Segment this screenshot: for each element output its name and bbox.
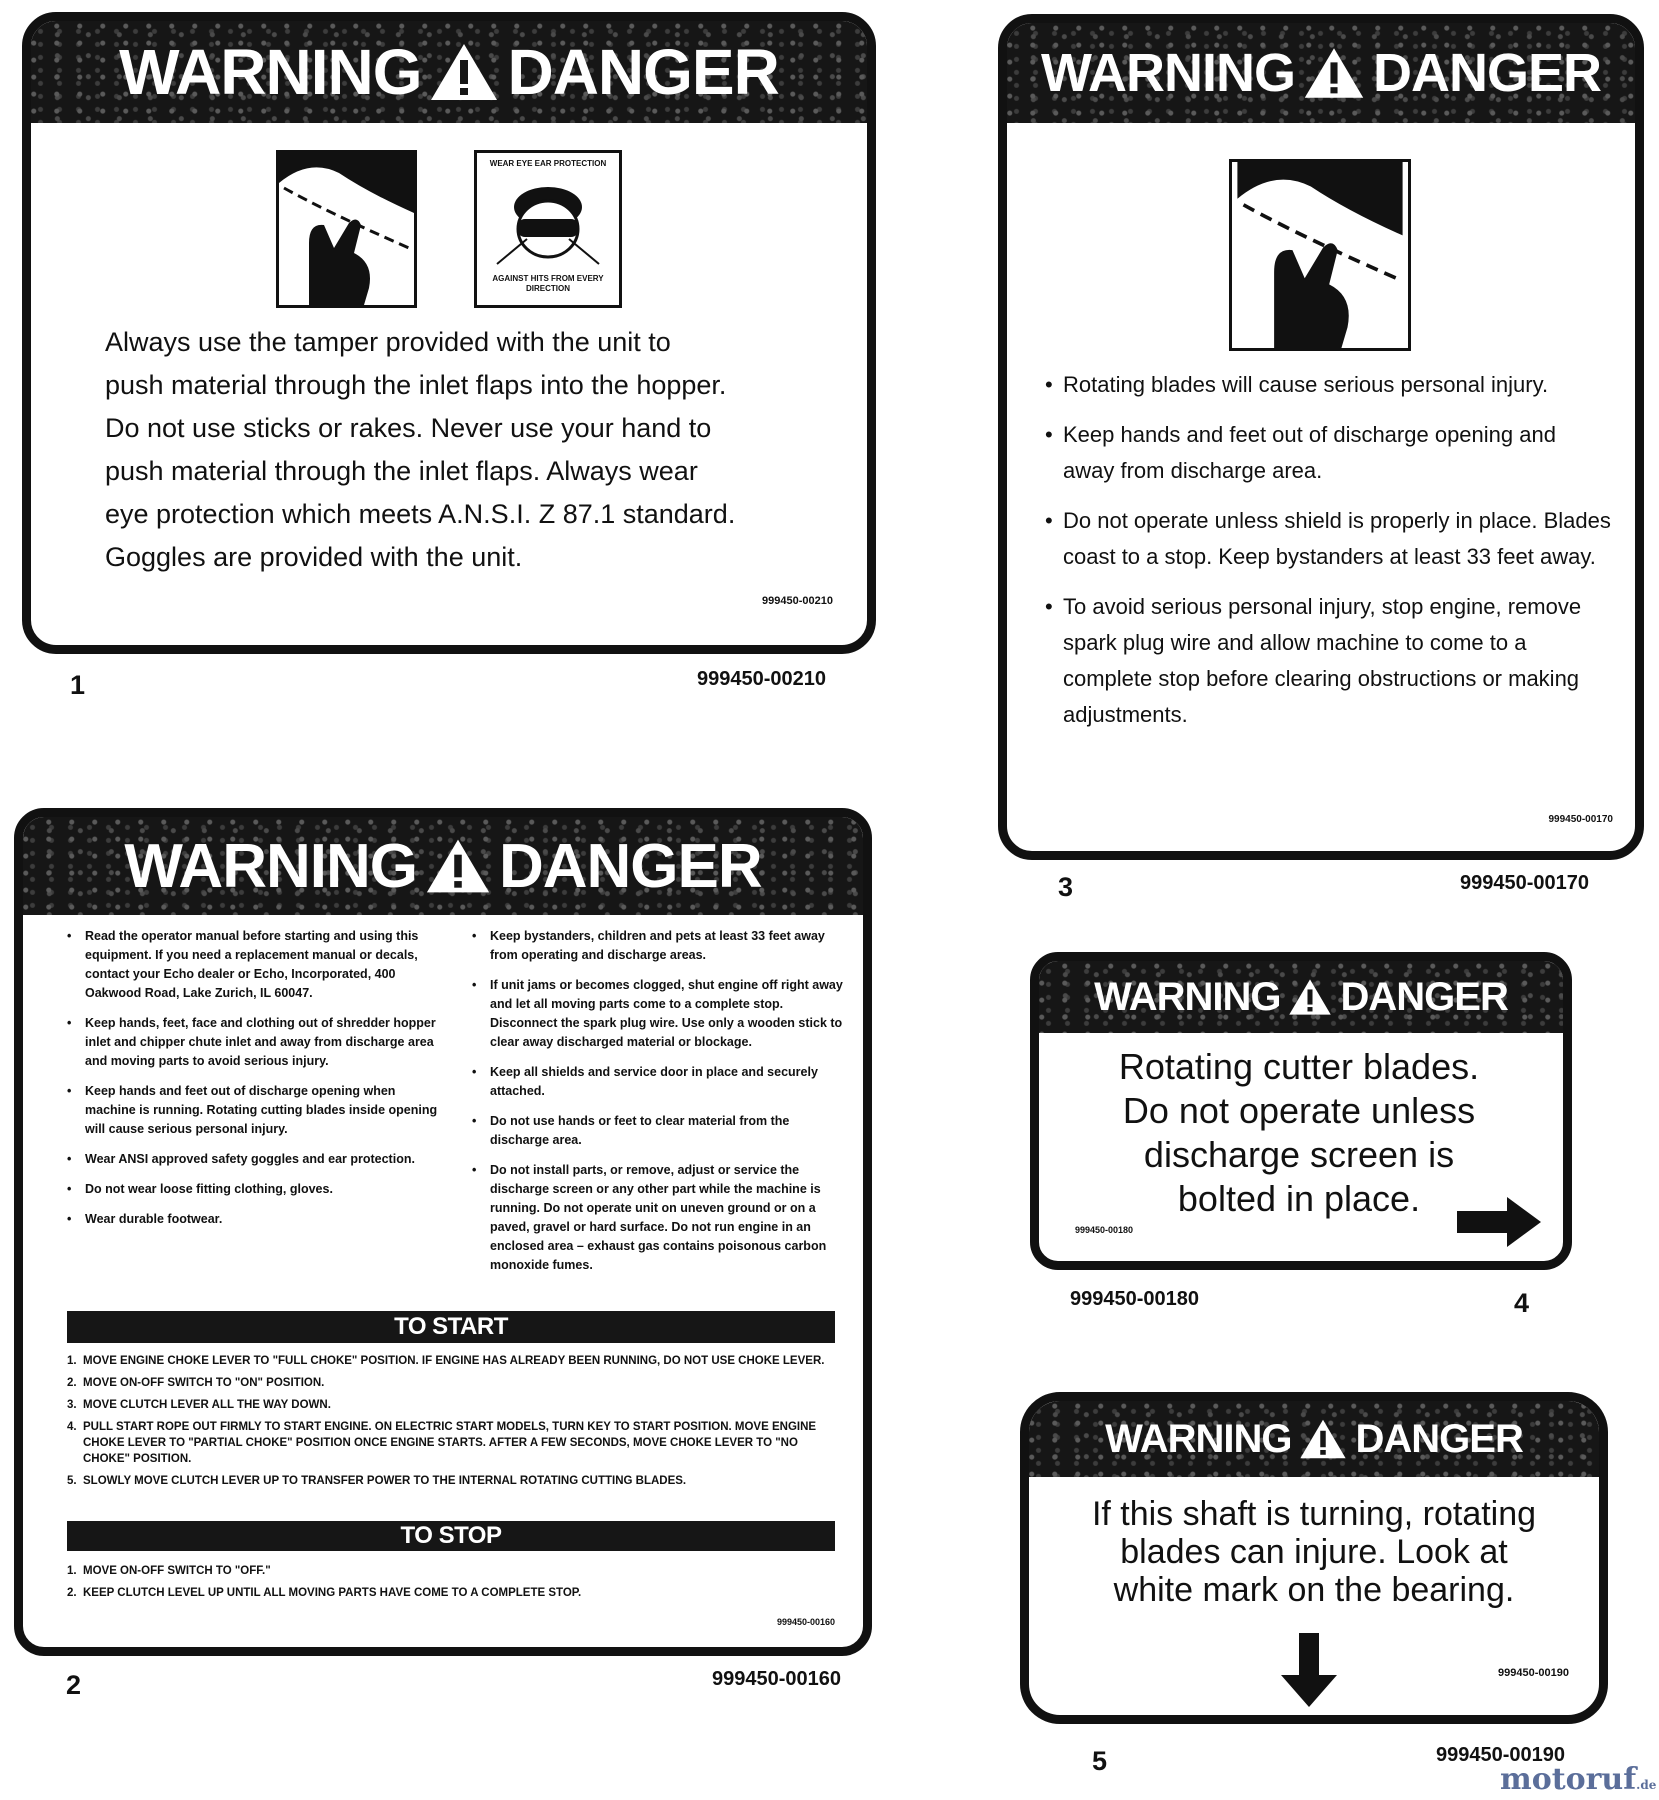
text-line: Always use the tamper provided with the unit to — [105, 327, 671, 357]
warning-triangle-icon — [1303, 46, 1365, 100]
list-item: 3. MOVE CLUTCH LEVER ALL THE WAY DOWN. — [67, 1399, 331, 1411]
decal-3-header — [1007, 23, 1635, 123]
decal-3-code: 999450-00170 — [1460, 872, 1590, 894]
to-start-steps — [67, 1353, 847, 1495]
decal-4-code: 999450-00180 — [1070, 1288, 1200, 1310]
decal-2 — [14, 808, 872, 1656]
text-line: discharge screen is — [1143, 1134, 1455, 1175]
list-item: • To avoid serious personal injury, stop engine, remove spark plug wire and allow machine to come to a complete stop before clearing obstructions or making adjustments. — [1041, 589, 1611, 733]
decal-2-header — [23, 817, 863, 915]
watermark-tld: .de — [1636, 1778, 1657, 1792]
decal-1-text — [105, 321, 845, 579]
list-item: 1. MOVE ENGINE CHOKE LEVER TO "FULL CHOKE" POSITION. IF ENGINE HAS ALREADY BEEN RUNNING, DO NOT USE CHOKE LEVER. — [67, 1355, 825, 1367]
decal-3-bullets — [1041, 367, 1611, 747]
header-warning: WARNING — [124, 831, 417, 901]
header-danger: DANGER — [1372, 43, 1601, 103]
goggles-caption-top: WEAR EYE EAR PROTECTION — [489, 159, 607, 168]
decal-5-text — [1039, 1495, 1589, 1609]
list-item: • Do not use hands or feet to clear material from the discharge area. — [468, 1112, 843, 1150]
down-arrow-icon — [1281, 1633, 1337, 1712]
goggles-face-icon — [477, 169, 619, 269]
list-item: • Rotating blades will cause serious personal injury. — [1041, 367, 1611, 403]
goggles-pictogram — [474, 150, 622, 308]
decal-4-text — [1049, 1045, 1549, 1221]
list-item: • Wear ANSI approved safety goggles and ear protection. — [63, 1150, 443, 1169]
list-item: • Wear durable footwear. — [63, 1210, 443, 1229]
list-item: • Keep all shields and service door in place and securely attached. — [468, 1063, 843, 1101]
decal-5-number: 5 — [1092, 1746, 1108, 1776]
header-danger: DANGER — [507, 36, 779, 108]
header-warning: WARNING — [1041, 43, 1295, 103]
text-line: eye protection which meets A.N.S.I. Z 87.1 standard. — [105, 499, 736, 529]
decal-2-left-bullets — [63, 927, 443, 1240]
list-item: 2. KEEP CLUTCH LEVEL UP UNTIL ALL MOVING PARTS HAVE COME TO A COMPLETE STOP. — [67, 1587, 582, 1599]
decal-1-code: 999450-00210 — [697, 668, 827, 690]
text-line: Goggles are provided with the unit. — [105, 542, 523, 572]
to-stop-bar: TO STOP — [67, 1521, 835, 1551]
header-warning: WARNING — [1094, 974, 1281, 1019]
list-item: • Keep hands and feet out of discharge opening and away from discharge area. — [1041, 417, 1611, 489]
decal-4 — [1030, 952, 1572, 1270]
decal-4-header — [1039, 961, 1563, 1033]
list-item: 4. PULL START ROPE OUT FIRMLY TO START ENGINE. ON ELECTRIC START MODELS, TURN KEY TO START POSITION. MOVE ENGINE CHOKE LEVER TO "PARTIAL CHOKE" POSITION ONCE ENGINE STARTS. AFTER A FEW SECONDS, MOVE CHOKE LEVER TO "NO CHOKE" POSITION. — [67, 1421, 817, 1465]
list-item: 2. MOVE ON-OFF SWITCH TO "ON" POSITION. — [67, 1377, 325, 1389]
warning-triangle-icon — [1299, 1418, 1347, 1460]
to-stop-steps — [67, 1563, 847, 1607]
decal-2-right-bullets — [468, 927, 843, 1286]
watermark-name: motoruf — [1500, 1762, 1637, 1797]
decal-1-header — [31, 21, 867, 123]
list-item: • Keep bystanders, children and pets at least 33 feet away from operating and discharge areas. — [468, 927, 843, 965]
header-danger: DANGER — [498, 831, 762, 901]
text-line: blades can injure. Look at — [1120, 1533, 1508, 1571]
text-line: white mark on the bearing. — [1113, 1571, 1515, 1609]
decal-5-small-code: 999450-00190 — [1498, 1667, 1569, 1679]
decal-5 — [1020, 1392, 1608, 1724]
hand-blade-pictogram — [276, 150, 417, 308]
decal-5-header — [1029, 1401, 1599, 1477]
to-start-bar: TO START — [67, 1311, 835, 1343]
decal-2-small-code: 999450-00160 — [776, 1617, 835, 1627]
decal-3-small-code: 999450-00170 — [1548, 814, 1613, 825]
decal-4-number: 4 — [1514, 1288, 1530, 1318]
decal-1-small-code: 999450-00210 — [762, 595, 833, 607]
decal-3 — [998, 14, 1644, 860]
decal-4-small-code: 999450-00180 — [1075, 1225, 1134, 1235]
list-item: 5. SLOWLY MOVE CLUTCH LEVER UP TO TRANSFER POWER TO THE INTERNAL ROTATING CUTTING BLADES. — [67, 1475, 687, 1487]
list-item: • Do not install parts, or remove, adjust or service the discharge screen or any other part while the machine is running. Do not operate unit on uneven ground or on a paved, gravel or hard surface. Do not run engine in an enclosed area – exhaust gas contains poisonous carbon monoxide fumes. — [468, 1161, 843, 1275]
list-item: 1. MOVE ON-OFF SWITCH TO "OFF." — [67, 1565, 271, 1577]
hand-blade-pictogram — [1229, 159, 1411, 351]
warning-triangle-icon — [429, 42, 499, 102]
header-danger: DANGER — [1340, 974, 1508, 1019]
list-item: • Do not wear loose fitting clothing, gloves. — [63, 1180, 443, 1199]
watermark-logo — [1500, 1762, 1656, 1797]
text-line: Do not operate unless — [1122, 1090, 1476, 1131]
text-line: push material through the inlet flaps into the hopper. — [105, 370, 727, 400]
list-item: • If unit jams or becomes clogged, shut engine off right away and let all moving parts come to a complete stop. Disconnect the spark plug wire. Use only a wooden stick to clear away discharged material or blockage. — [468, 976, 843, 1052]
decal-3-number: 3 — [1058, 872, 1074, 902]
warning-triangle-icon — [1288, 978, 1332, 1016]
text-line: If this shaft is turning, rotating — [1091, 1495, 1537, 1533]
decal-1 — [22, 12, 876, 654]
header-danger: DANGER — [1355, 1416, 1523, 1461]
list-item: • Keep hands, feet, face and clothing out of shredder hopper inlet and chipper chute inlet and away from discharge area and moving parts to avoid serious injury. — [63, 1014, 443, 1071]
decal-5-code: 999450-00190 — [1436, 1744, 1566, 1766]
list-item: • Read the operator manual before starting and using this equipment. If you need a replacement manual or decals, contact your Echo dealer or Echo, Incorporated, 400 Oakwood Road, Lake Zurich, IL 60047. — [63, 927, 443, 1003]
decal-1-number: 1 — [70, 670, 86, 700]
right-arrow-icon — [1457, 1197, 1541, 1252]
decal-2-number: 2 — [66, 1670, 82, 1700]
text-line: push material through the inlet flaps. Always wear — [105, 456, 698, 486]
header-warning: WARNING — [119, 36, 422, 108]
header-warning: WARNING — [1105, 1416, 1292, 1461]
list-item: • Keep hands and feet out of discharge opening when machine is running. Rotating cutting blades inside opening will cause serious personal injury. — [63, 1082, 443, 1139]
warning-triangle-icon — [425, 837, 491, 895]
text-line: bolted in place. — [1177, 1178, 1421, 1219]
decal-2-code: 999450-00160 — [712, 1668, 842, 1690]
text-line: Do not use sticks or rakes. Never use your hand to — [105, 413, 712, 443]
list-item: • Do not operate unless shield is properly in place. Blades coast to a stop. Keep bystanders at least 33 feet away. — [1041, 503, 1611, 575]
goggles-caption-bottom: AGAINST HITS FROM EVERY DIRECTION — [492, 274, 604, 293]
text-line: Rotating cutter blades. — [1118, 1046, 1480, 1087]
